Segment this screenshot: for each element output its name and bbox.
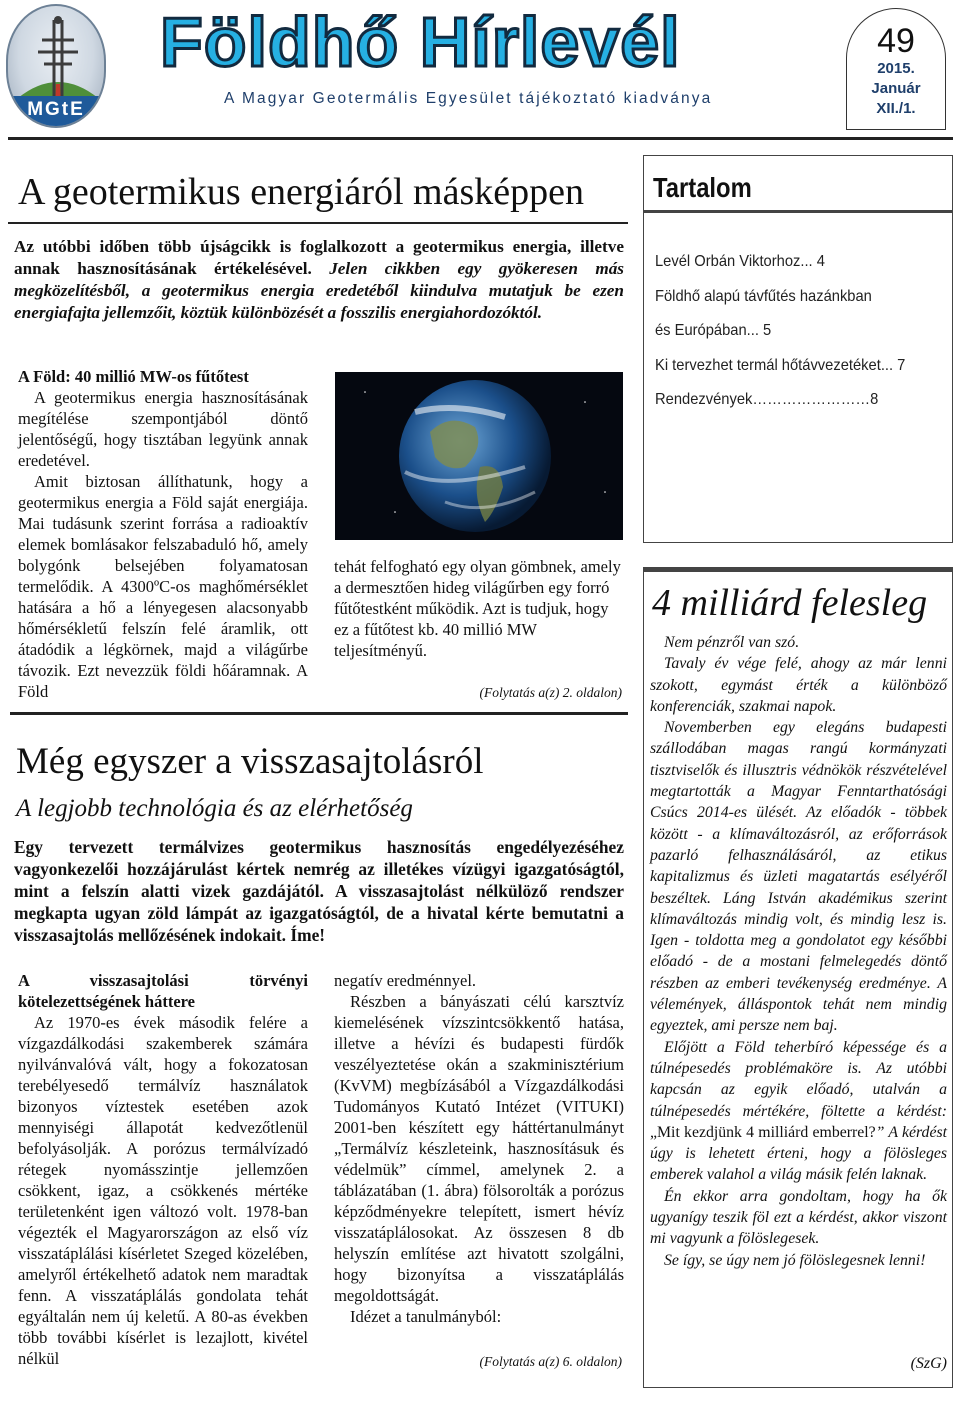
toc-item[interactable]: Ki tervezhet termál hőtávvezetéket... 7 bbox=[655, 356, 906, 374]
toc-list bbox=[655, 245, 945, 418]
sidebar-p4-quote: „Mit kezdjünk 4 milliárd emberrel? bbox=[650, 1123, 876, 1141]
toc-heading: Tartalom bbox=[653, 172, 752, 203]
article1-title-rule bbox=[8, 222, 628, 224]
toc-item[interactable]: Földhő alapú távfűtés hazánkban bbox=[655, 287, 872, 305]
article1-lead-part2: Jelen cikkben egy gyökeresen más megközelítésből, a geotermikus energia eredetéből kiindulva mutatjuk be ezen energiafajta jellemzőit, köztük különbözését a fosszilis energiahordozóktól. bbox=[14, 259, 624, 322]
issue-code: XII./1. bbox=[876, 100, 916, 117]
mgte-logo bbox=[6, 4, 106, 128]
logo-text: MGtE bbox=[27, 99, 85, 120]
sidebar-p1: Nem pénzről van szó. bbox=[664, 634, 800, 651]
article1-lead bbox=[14, 236, 624, 324]
sidebar-p4-before: Előjött a Föld teherbíró képessége és a túlnépesedés problémaköre is. Az utóbbi kapcsán az egyik előadó, utalván a túlnépesedés mértékére, föltette a kérdést: bbox=[650, 1038, 947, 1120]
newsletter-subtitle: A Magyar Geotermális Egyesület tájékoztató kiadványa bbox=[224, 90, 713, 107]
article-divider bbox=[10, 712, 628, 715]
article2-col2-p3: Idézet a tanulmányból: bbox=[350, 1307, 502, 1326]
article1-subhead: A Föld: 40 millió MW-os fűtőtest bbox=[18, 367, 249, 386]
article1-title: A geotermikus energiáról másképpen bbox=[18, 171, 584, 213]
sidebar-p2: Tavaly év vége felé, ahogy az már lenni szokott, egymást érték a különböző konferenciák, szakmai napok. bbox=[650, 655, 947, 715]
article2-col2-p2: Részben a bányászati célú karsztvíz kiemelésének vízszintcsökkentő hatása, illetve a hévízi és budapesti fürdők veszélyeztetése okán a szakminisztérium (KvVM) megbízásából a Vízgazdálkodási Tudományos Kutató Intézet (VITUKI) 2001-ben készített egy háttértanulmányt „Termálvíz készleteink, hasznosításuk és védelmük” címmel, amelynek 2. a táblázatában (1. ábra) fölsorolták a porózus képződményekre telepített, ismert hévíz visszatáplálosokat. Az összesen 8 db helyszín említése azt hivatott szolgálni, hogy bizonyítsa a visszatáplálás megoldottságát. bbox=[334, 992, 624, 1305]
article2-col1 bbox=[18, 970, 308, 1369]
toc-item[interactable]: Rendezvények……………………8 bbox=[655, 391, 879, 408]
article2-subhead: A visszasajtolási törvényi kötelezettségének háttere bbox=[18, 971, 308, 1011]
article2-lead: Egy tervezett termálvizes geotermikus hasznosítás engedélyezéséhez vagyonkezelői hozzájárulást kértek nemrég az illetékes vízügyi igazgatóságtól, mint a felszín alatti vizek gazdájától. A visszasajtolást nélkülöző rendszer megkapta ugyan zöld lámpát az igazgatóságtól, de a hivatal kérte bemutatni a visszasajtolás mellőzésének indokait. Íme! bbox=[14, 837, 624, 945]
sidebar-p3: Novemberben egy elegáns budapesti szállodában magas rangú kormányzati tisztviselők és illusztris védnökök részvételével megtartották a Magyar Fenntarthatósági Csúcs 2014-es ülését. Az előadók - többek között - a klímaváltozásról, az erőforrások pazarló felhasználásáról, az etikus kapitalizmus és üzleti magatartás esélyéről beszéltek. Láng István akadémikus szerint klímaváltozás mindig volt, és mindig lesz is. Igen - toldotta meg a gondolatot egy későbbi előadó - de a mostani felmelegedés döntő részben az emberi tevékenység eredménye. A vélemények, álláspontok tehát nem mindig egyeztek, ami persze nem baj. bbox=[650, 719, 947, 1035]
article2-subtitle: A legjobb technológia és az elérhetőség bbox=[16, 795, 413, 822]
sidebar-p4 bbox=[650, 1037, 947, 1186]
sidebar-text bbox=[650, 632, 947, 1271]
article2-continuation: (Folytatás a(z) 6. oldalon) bbox=[479, 1354, 622, 1369]
article1-col1-p1: A geotermikus energia hasznosításának megítélése szempontjából döntő jelentőségű, hogy tisztában legyünk annak eredetével. bbox=[18, 388, 308, 470]
sidebar-title: 4 milliárd felesleg bbox=[652, 582, 928, 624]
issue-number: 49 bbox=[877, 22, 915, 60]
article1-col1 bbox=[18, 366, 308, 702]
toc-heading-rule bbox=[643, 210, 953, 213]
article1-col2-text: tehát felfogható egy olyan gömbnek, amely a dermesztően hideg világűrben egy forró fűtőtestként működik. Azt is tudjuk, hogy ez a fűtőtest kb. 40 millió MW teljesítményű. bbox=[334, 557, 621, 660]
sidebar-p5: Én ekkor arra gondoltam, hogy ha ők ugyanígy teszik föl ezt a kérdést, akkor viszont mi vagyunk a fölöslegesek. bbox=[650, 1187, 947, 1248]
toc-item[interactable]: és Európában... 5 bbox=[655, 322, 772, 339]
article2-col2-p1: negatív eredménnyel. bbox=[334, 971, 477, 990]
sidebar-p4-after: ” A kérdést úgy is lehetett érteni, hogy a fölösleges emberek valahol a világ másik felén laknak. bbox=[650, 1123, 948, 1184]
article2-col2 bbox=[334, 970, 624, 1327]
article2-title: Még egyszer a visszasajtolásról bbox=[16, 741, 484, 782]
earth-globe-icon bbox=[335, 372, 623, 540]
article1-continuation: (Folytatás a(z) 2. oldalon) bbox=[479, 685, 622, 700]
issue-year: 2015. bbox=[877, 60, 915, 77]
toc-item[interactable]: Levél Orbán Viktorhoz... 4 bbox=[655, 253, 825, 270]
issue-month: Január bbox=[871, 80, 921, 97]
article1-col2 bbox=[334, 556, 624, 661]
article1-lead-part1: Az utóbbi időben több újságcikk is foglalkozott a geotermikus energia, illetve annak hasznosításának értékelésével. bbox=[14, 237, 624, 278]
article2-col1-text: Az 1970-es évek második felére a vízgazdálkodási szakemberek számára nyilvánvalóvá vált, hogy a fokozatosan terebélyesedő termálvíz használatok bizonyos víztestek esetében azok mennyiségi állapotát kedvezőtlenül befolyásolják. A porózus termálvízadó rétegek nyomásszintje jellemzően csökkent, igaz, a csökkenés mértéke területenként igen változó volt. 1978-ban végezték el Magyarországon az első víz visszatáplálási kísérletet Szeged közelében, amelyről értékelhető adatok nem maradtak fenn. A visszatáplálás gondolata tehát egyáltalán nem új keletű. A 80-as években több további kísérlet is lezajlott, kivétel nélkül bbox=[18, 1013, 308, 1368]
sidebar-signature: (SzG) bbox=[910, 1355, 947, 1372]
issue-badge bbox=[846, 8, 946, 130]
earth-photo bbox=[335, 372, 623, 540]
masthead-divider bbox=[8, 137, 953, 140]
article1-col1-p2: Amit biztosan állíthatunk, hogy a geotermikus energia a Föld saját energiája. Mai tudásunk szerint forrása a radioaktív elemek bomlásakor felszabaduló hő, amely bolygónk belsejében folyamatosan termelődik. A 4300ºC-os maghőmérséklet hatására a hő a lényegesen alacsonyabb hőmérsékletű felszín felé áramlik, ott átadódik a légkörnek, majd a világűrbe távozik. Ezt nevezzük földi hőáramnak. A Föld bbox=[18, 472, 308, 701]
sidebar-p6: Se így, se úgy nem jó fölöslegesnek lenni! bbox=[664, 1251, 926, 1269]
newsletter-title: Földhő Hírlevél bbox=[160, 3, 681, 81]
